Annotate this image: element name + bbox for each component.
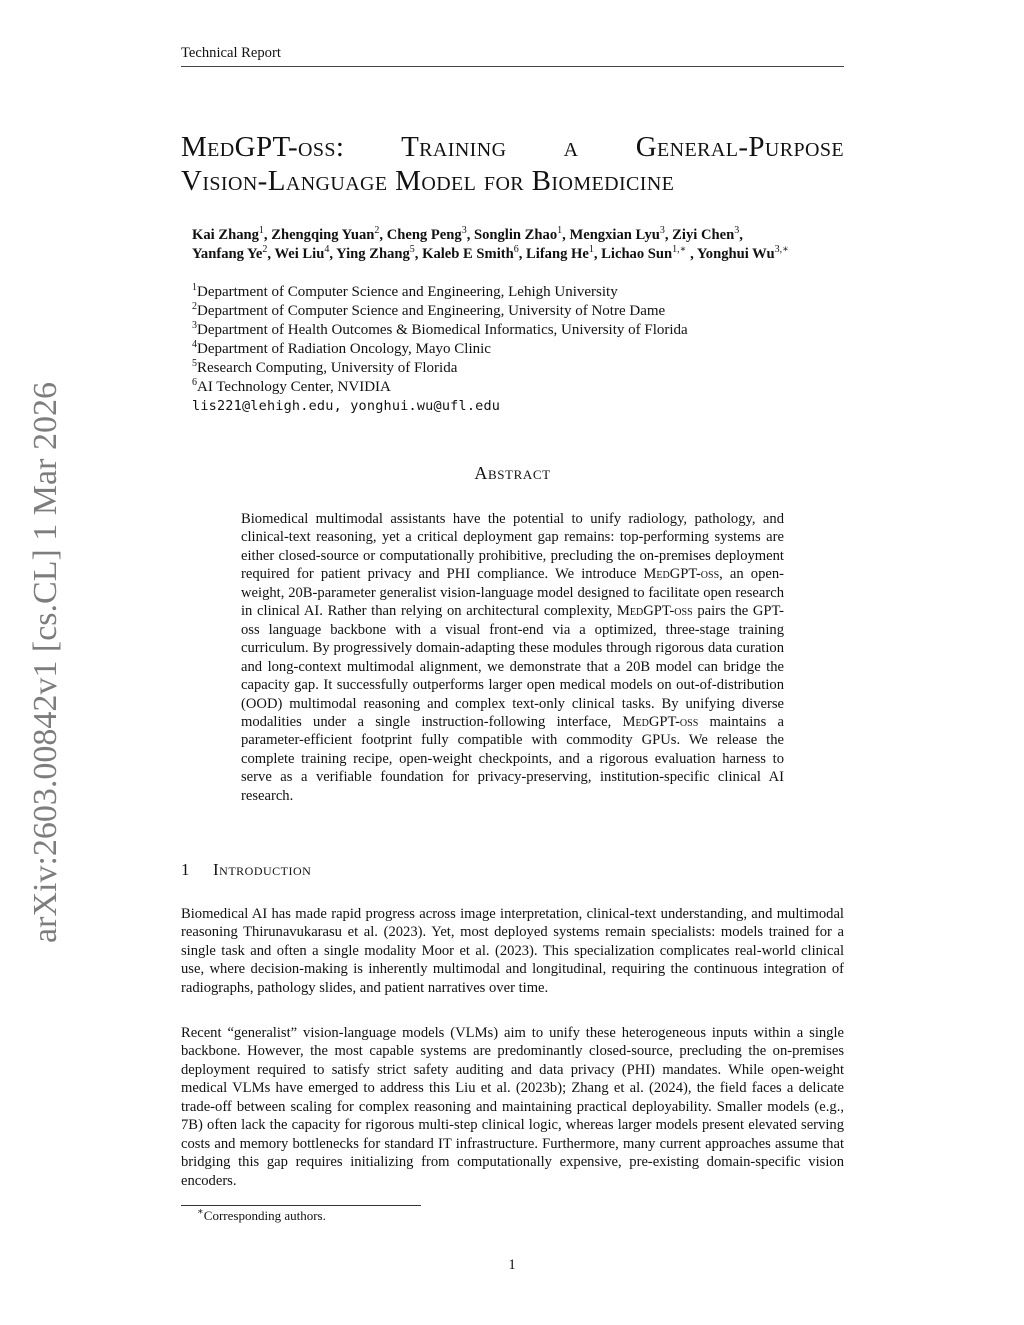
abstract-body [241,510,784,805]
intro-paragraph-1: Biomedical AI has made rapid progress across image interpretation, clinical-text understanding, and multimodal reasoning Thirunavukarasu et al. (2023). Yet, most deployed systems remain specialists: models trained for a single task and often a single modality Moor et al. (2023). This specialization complicates real-world clinical use, where decision-making is inherently multimodal and longitudinal, requiring the continuous integration of radiographs, pathology slides, and patient narratives over time. [181,906,844,996]
author-affil: 2 [374,225,380,237]
footnote [197,1207,326,1226]
affiliation [192,340,842,359]
affiliation [192,378,842,397]
affiliation-number: 1 [192,282,197,293]
affiliation [192,321,842,340]
author: Songlin Zhao [473,227,558,243]
author-list [192,226,892,264]
section-number: 1 [181,860,190,879]
author: Ziyi Chen [672,227,735,243]
footnote-mark: ∗ [197,1206,204,1218]
affiliation-number: 4 [192,339,197,350]
author: Ying Zhang [336,246,410,262]
author-affil: 3 [461,225,467,237]
author: Kaleb E Smith [422,246,514,262]
affiliation-text: AI Technology Center, NVIDIA [197,379,391,395]
title-line-1: MedGPT-oss: Training a General-Purpose [181,131,844,163]
author-affil: 1,∗ [672,244,687,256]
author: Cheng Peng [386,227,462,243]
arxiv-identifier: arXiv:2603.00842v1 [cs.CL] 1 Mar 2026 [27,382,64,943]
footnote-divider [181,1205,421,1206]
author: Lichao Sun [601,246,673,262]
title-line-2: Vision-Language Model for Biomedicine [181,165,675,197]
paper-title [181,130,844,198]
affiliation-text: Department of Computer Science and Engineering, University of Notre Dame [197,303,666,319]
author: Mengxian Lyu [569,227,660,243]
abstract-text: maintains a parameter-efficient footprint fully compatible with commodity GPUs. We release the complete training recipe, open-weight checkpoints, and a rigorous evaluation harness to serve as a verifiable foundation for privacy-preserving, institution-specific clinical AI research. [241,713,784,804]
author: Yanfang Ye [192,246,263,262]
affiliation-number: 2 [192,301,197,312]
abstract-heading: Abstract [474,463,551,483]
intro-paragraph-2: Recent “generalist” vision-language models (VLMs) aim to unify these heterogeneous inputs within a single backbone. However, the most capable systems are predominantly closed-source, precluding the on-premises deployment required to satisfy strict safety auditing and data privacy (PHI) mandates. While open-weight medical VLMs have emerged to address this Liu et al. (2023b); Zhang et al. (2024), the field faces a delicate trade-off between scaling for complex reasoning and maintaining practical deployability. Smaller models (e.g., 7B) often lack the capacity for rigorous multi-step clinical logic, whereas larger models present elevated serving costs and memory bottlenecks for standard IT infrastructure. Furthermore, many current approaches assume that bridging this gap requires initializing from computationally expensive, pre-existing domain-specific vision encoders. [181,1025,844,1189]
author: Kai Zhang [192,227,259,243]
page-number: 1 [508,1257,516,1273]
author: Wei Liu [274,246,325,262]
author: Zhengqing Yuan [271,227,375,243]
author-affil: 3,∗ [774,244,789,256]
abstract-text: , an open-weight, 20B-parameter generalist vision-language model designed to facilitate open research in clinical AI. Rather than relying on architectural complexity, [241,566,784,620]
author-affil: 3 [659,225,665,237]
abstract-text: Biomedical multimodal assistants have the potential to unify radiology, pathology, and clinical-text reasoning, yet a critical deployment gap remains: top-performing systems are either closed-source or computationally prohibitive, precluding the on-premises deployment required for patient privacy and PHI compliance. We introduce [241,511,784,583]
affiliation [192,283,842,302]
affiliation-text: Department of Radiation Oncology, Mayo Clinic [197,341,491,357]
abstract-text: pairs the GPT-oss language backbone with a visual front-end via a optimized, three-stage training curriculum. By progressively domain-adapting these modules through rigorous data curation and long-context multimodal alignment, we demonstrate that a 20B model can bridge the capacity gap. It successfully outperforms larger open medical models on out-of-distribution (OOD) multimodal reasoning and complex text-only clinical tasks. By unifying diverse modalities under a single instruction-following interface, [241,603,784,730]
affiliation-text: Research Computing, University of Florida [197,360,458,376]
affiliation-text: Department of Computer Science and Engineering, Lehigh University [197,284,618,300]
author-affil: 6 [513,244,519,256]
section-heading-introduction [181,861,844,880]
author-affil: 1 [258,225,264,237]
author-affil: 3 [734,225,740,237]
running-head: Technical Report [181,44,844,67]
affiliation-number: 3 [192,320,197,331]
arxiv-sidebar [24,375,68,950]
author: Lifang He [526,246,589,262]
author-affil: 1 [557,225,563,237]
affiliation-number: 6 [192,377,197,388]
author-affil: 2 [262,244,268,256]
model-name: MedGPT-oss [622,713,699,730]
author-affil: 5 [409,244,415,256]
author-line-1: Kai Zhang$^1$, Zhengqing Yuan$^2$, Cheng Peng$^3$, Songlin Zhao$^1$, Mengxian Lyu$^3$, Ziyi Chen$^3$, [192,225,743,243]
author-affil: 1 [588,244,594,256]
author-line-2: Yanfang Ye$^2$, Wei Liu$^4$, Ying Zhang$^5$, Kaleb E Smith$^6$, Lifang He$^1$, Lichao Sun$^{1,∗}$ , Yonghui $Wu^{3,∗}$ [192,244,789,262]
footnote-text: Corresponding authors. [203,1208,326,1223]
affiliation [192,302,842,321]
author-affil: 4 [324,244,330,256]
affiliation-text: Department of Health Outcomes & Biomedical Informatics, University of Florida [197,322,688,338]
affiliation-number: 5 [192,358,197,369]
model-name: MedGPT-oss [616,603,693,620]
affiliation-list [192,283,842,416]
model-name: MedGPT-oss [643,566,720,583]
author: Yonghui Wu [696,246,775,262]
contact-emails[interactable]: lis221@lehigh.edu, yonghui.wu@ufl.edu [192,398,501,414]
section-title: Introduction [213,860,312,879]
affiliation [192,359,842,378]
